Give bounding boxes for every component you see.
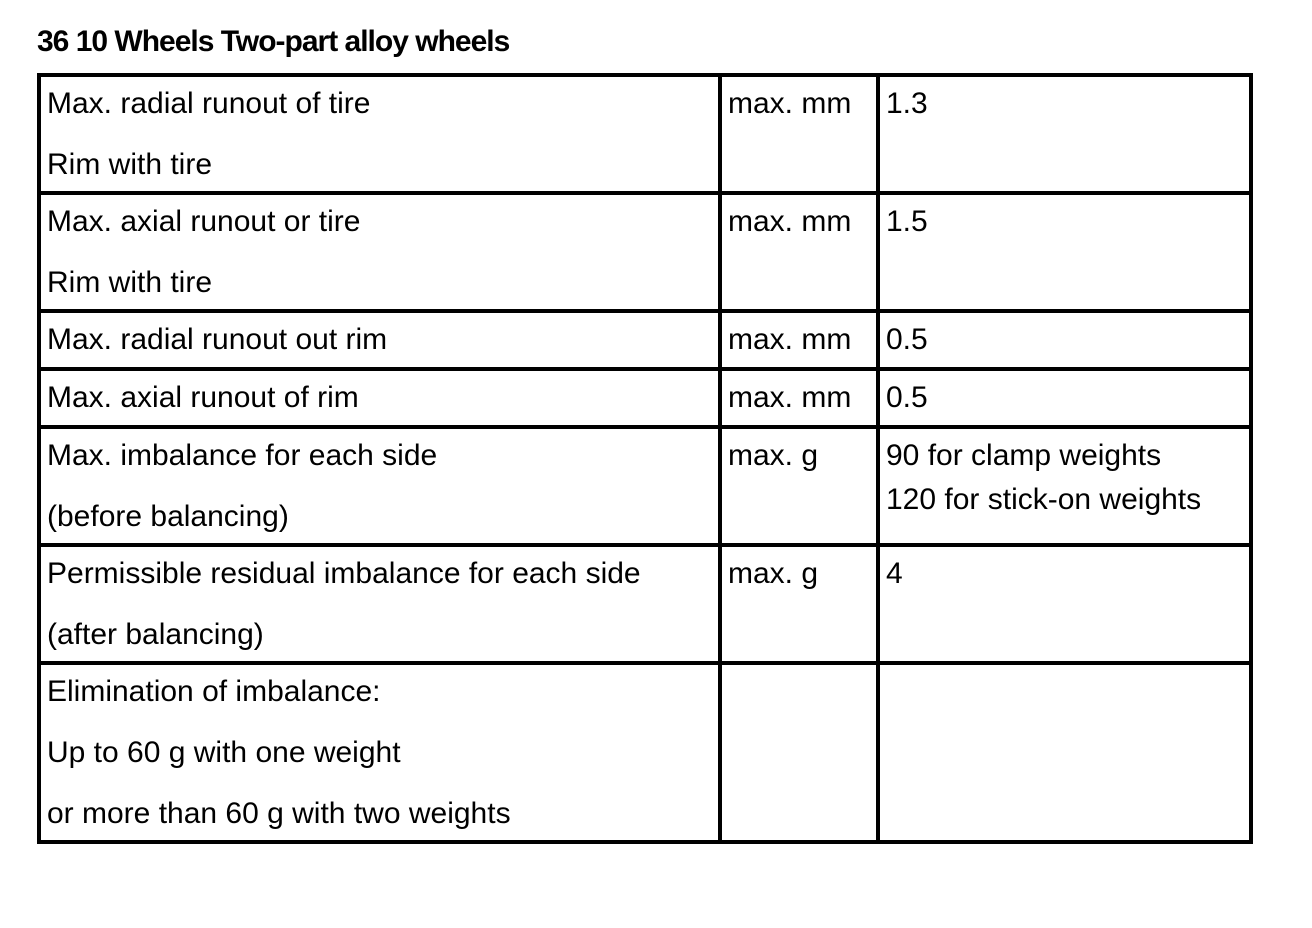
description-line: Max. imbalance for each side — [47, 439, 438, 472]
unit-cell — [720, 311, 878, 369]
description-line: Rim with tire — [47, 148, 213, 181]
value-line: 120 for stick-on weights — [886, 483, 1202, 516]
unit-cell — [720, 369, 878, 427]
unit-text: max. mm — [728, 87, 852, 120]
value-cell — [878, 311, 1251, 369]
description-cell — [39, 427, 720, 545]
value-cell — [878, 663, 1251, 842]
unit-text: max. mm — [728, 205, 852, 238]
value-line: 1.3 — [886, 87, 928, 120]
value-cell — [878, 427, 1251, 545]
description-line: (before balancing) — [47, 500, 289, 533]
description-cell — [39, 369, 720, 427]
description-line: Max. radial runout of tire — [47, 87, 371, 120]
unit-cell — [720, 75, 878, 193]
description-line: Max. axial runout of rim — [47, 381, 359, 414]
description-cell — [39, 75, 720, 193]
unit-cell — [720, 427, 878, 545]
table-row — [39, 545, 1251, 663]
unit-text: max. mm — [728, 381, 852, 414]
description-line: Max. radial runout out rim — [47, 323, 388, 356]
value-line: 1.5 — [886, 205, 928, 238]
description-cell — [39, 663, 720, 842]
table-row — [39, 75, 1251, 193]
table-row — [39, 369, 1251, 427]
unit-cell — [720, 193, 878, 311]
wheel-spec-table — [37, 73, 1253, 844]
value-cell — [878, 75, 1251, 193]
description-line: (after balancing) — [47, 618, 264, 651]
table-row — [39, 427, 1251, 545]
description-line: Elimination of imbalance: — [47, 675, 381, 708]
description-cell — [39, 545, 720, 663]
description-line: Permissible residual imbalance for each side — [47, 557, 641, 590]
description-line: Max. axial runout or tire — [47, 205, 361, 238]
table-row — [39, 193, 1251, 311]
value-line: 90 for clamp weights — [886, 439, 1162, 472]
unit-text: max. g — [728, 557, 819, 590]
unit-cell — [720, 663, 878, 842]
value-cell — [878, 193, 1251, 311]
value-line: 0.5 — [886, 381, 928, 414]
value-line: 4 — [886, 557, 903, 590]
value-cell — [878, 369, 1251, 427]
table-row — [39, 311, 1251, 369]
unit-text: max. g — [728, 439, 819, 472]
description-line: or more than 60 g with two weights — [47, 797, 511, 830]
table-row — [39, 663, 1251, 842]
document-title: 36 10 Wheels Two-part alloy wheels — [37, 25, 510, 58]
description-line: Rim with tire — [47, 266, 213, 299]
unit-cell — [720, 545, 878, 663]
description-cell — [39, 193, 720, 311]
description-cell — [39, 311, 720, 369]
value-cell — [878, 545, 1251, 663]
value-line: 0.5 — [886, 323, 928, 356]
description-line: Up to 60 g with one weight — [47, 736, 401, 769]
unit-text: max. mm — [728, 323, 852, 356]
